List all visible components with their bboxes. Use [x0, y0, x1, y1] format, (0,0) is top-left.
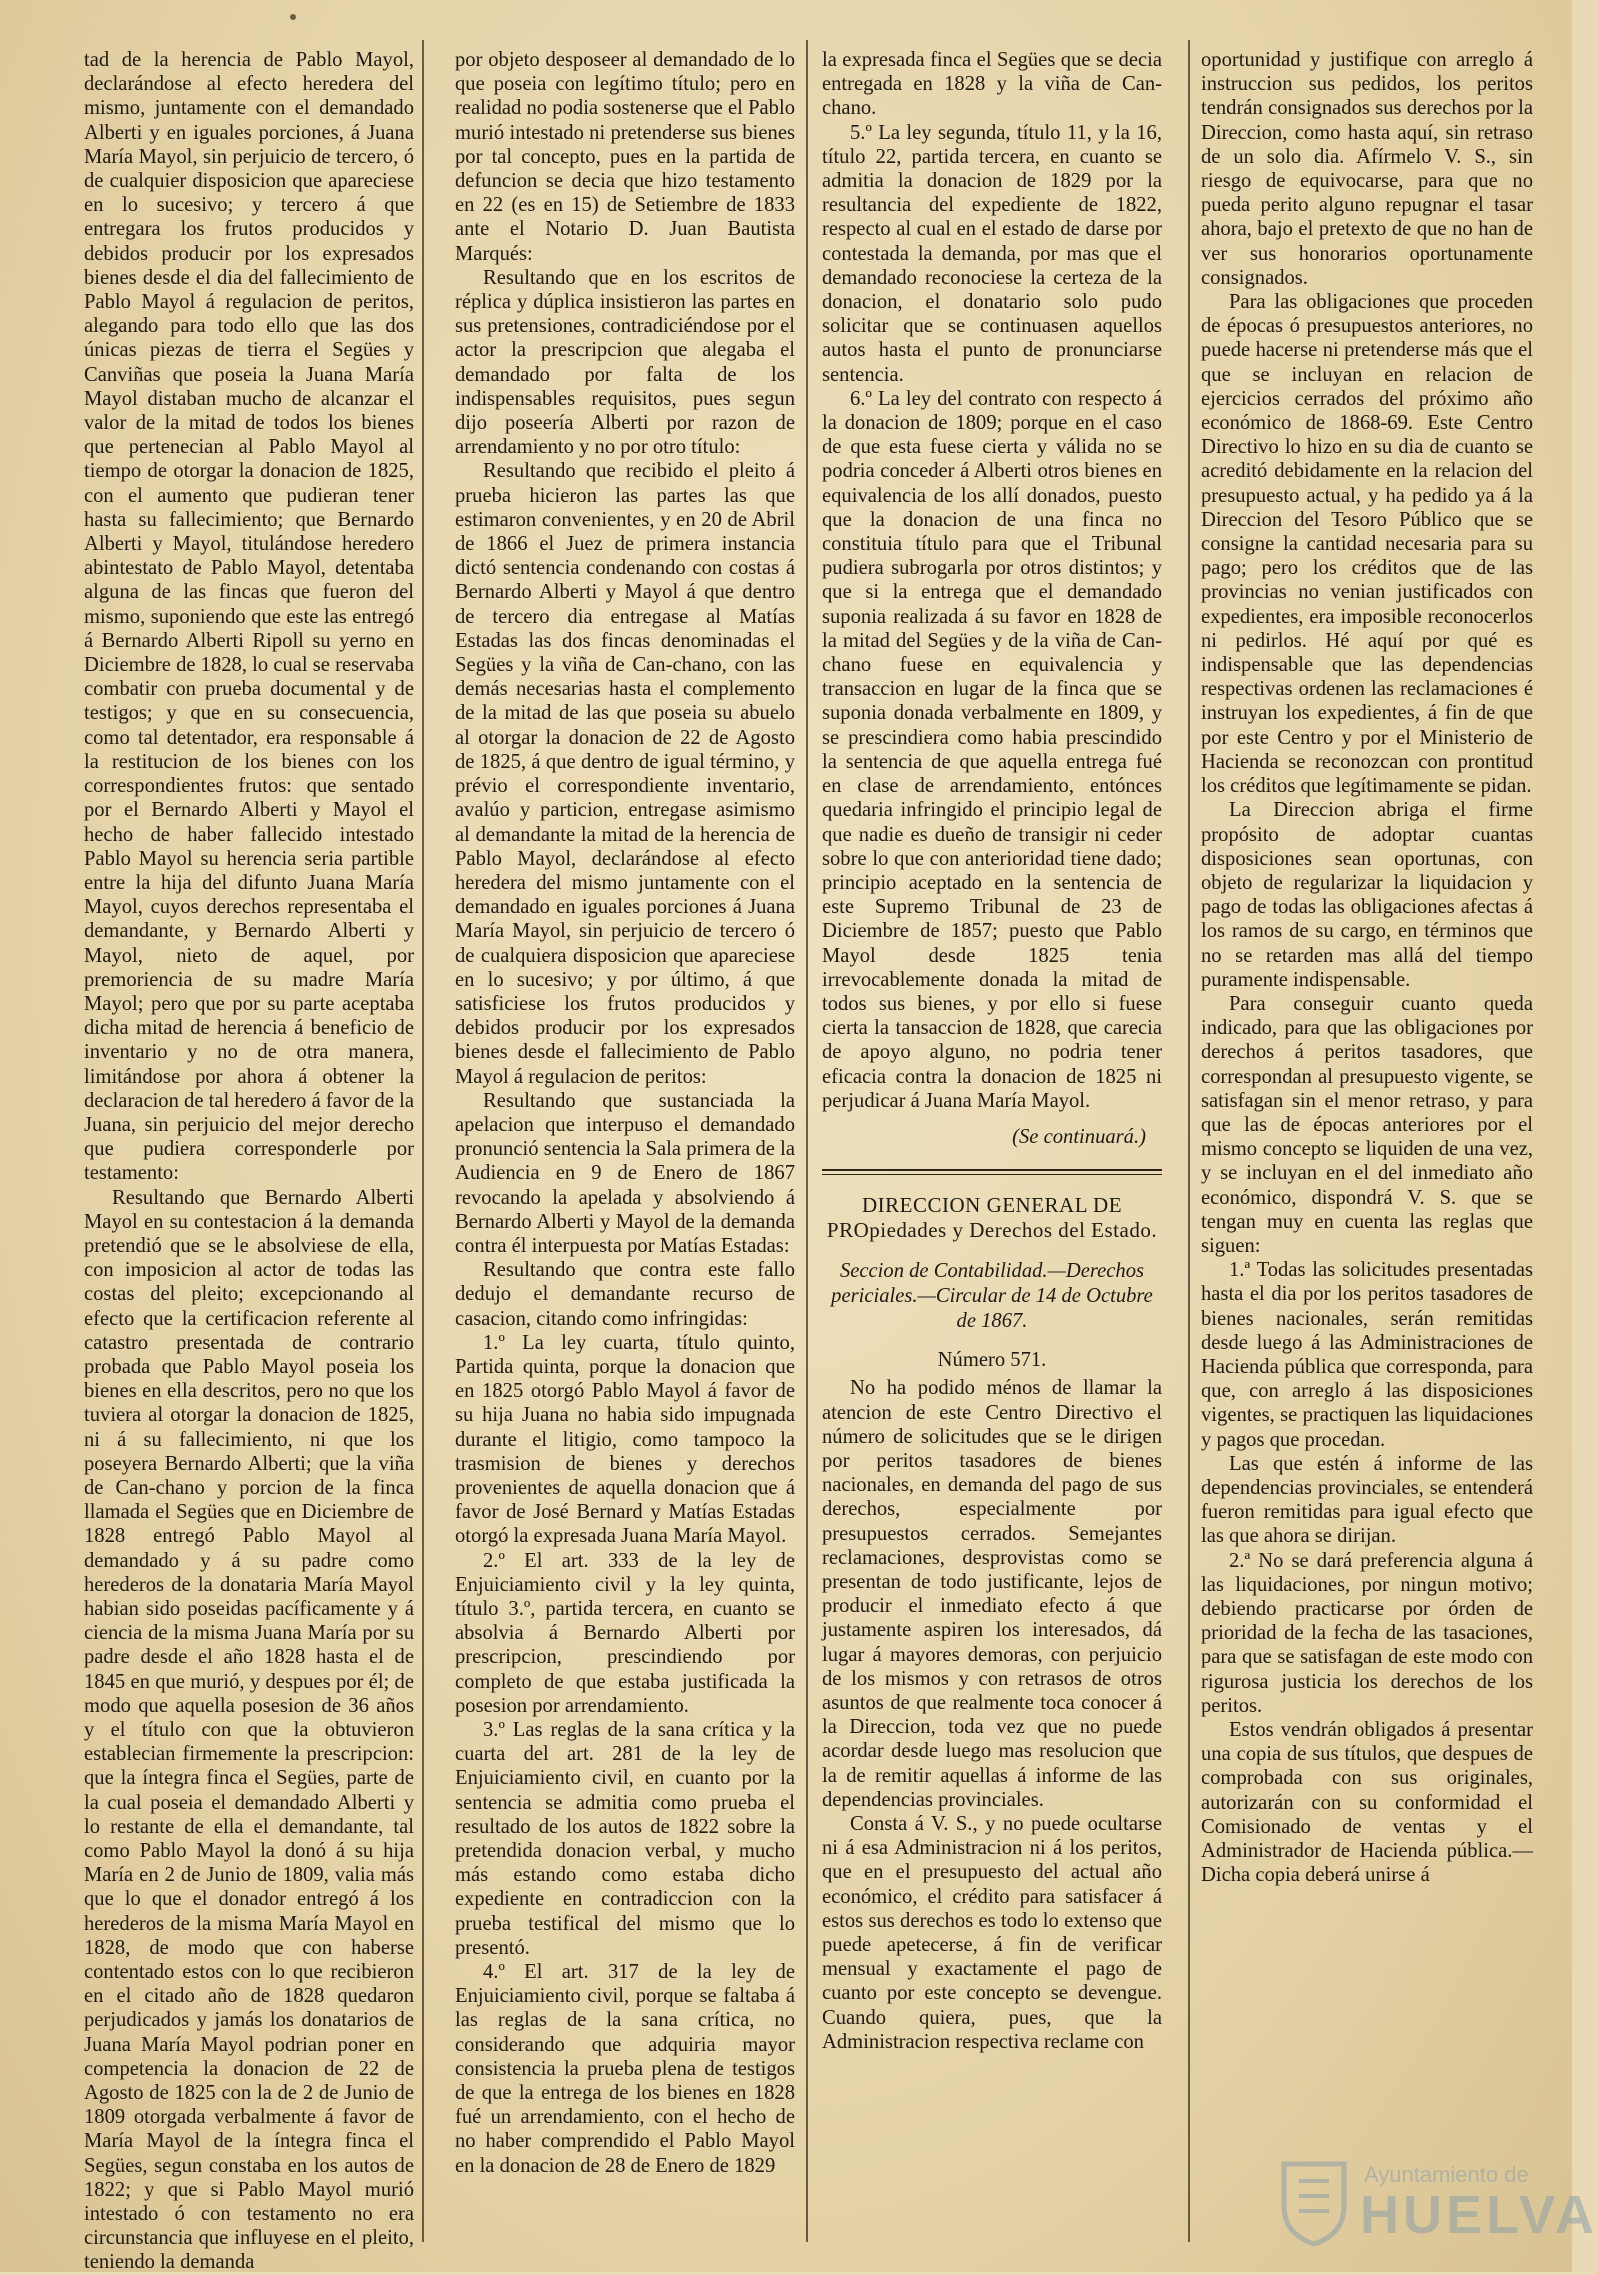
paragraph: Resultando que contra este fallo dedujo el demandante recurso de casacion, citando como infringidas:: [455, 1259, 795, 1330]
paragraph: por objeto desposeer al demandado de lo que poseia con legítimo título; pero en realidad no podia sostenerse que el Pablo murió intestado ni pretenderse sus bienes por tal concepto, pues en la partida de defuncion se decia que hizo testamento en 22 (es en 15) de Setiembre de 1833 ante el Notario D. Juan Bautista Marqués:: [455, 49, 795, 265]
continuation-note: (Se continuará.): [1012, 1125, 1146, 1148]
paragraph: Resultando que Bernardo Alberti Mayol en su contestacion á la demanda pretendió que se le absolviese de ella, con imposicion al actor de todas las costas del pleito; excepcionando al efecto que la certificacion referente al catastro presentada de contrario probada que Pablo Mayol poseia los bienes en ella descritos, pero no que los tuviera al otorgar la donacion de 1825, ni á su fallecimiento, ni que los poseyera Bernardo Alberti; que la viña de Can-chano y porcion de la finca llamada el Segües que en Diciembre de 1828 entregó Pablo Mayol al demandado y á su padre como herederos de la donataria María Mayol habian sido poseidas pacíficamente y á ciencia de la misma Juana María por su padre desde el año 1828 hasta el de 1845 en que murió, y despues por él; de modo que aquella posesion de 36 años y el título con que la obtuvieron establecian firmemente la prescripcion: que la íntegra finca el Segües, parte de la cual poseia el demandado Alberti y lo restante de ella el demandante, tal como Pablo Mayol la donó á su hija María en 2 de Junio de 1809, valia más que lo que el donador entregó á los herederos de la misma María Mayol en 1828, de modo que con haberse contentado estos con lo que recibieron en el citado año de 1828 quedaron perjudicados y jamás los donatarios de Juana María Mayol podrian poner en competencia la donacion de 22 de Agosto de 1825 con la de 2 de Junio de 1809 otorgada verbalmente á favor de María Mayol de la íntegra finca el Segües, segun constaba en los autos de 1822; y que si Pablo Mayol murió intestado ó con testamento no era circunstancia que influyese en el pleito, teniendo la demanda: [84, 1186, 414, 2274]
text-column-2: [455, 48, 795, 2238]
section-heading: DIRECCION GENERAL DE PROpiedades y Derechos del Estado.: [826, 1193, 1158, 1243]
paragraph: Para conseguir cuanto queda indicado, para que las obligaciones por derechos á peritos tasadores, que correspondan al presupuesto vigente, se satisfagan sin el menor retraso, y para que las de épocas anteriores por el mismo concepto se liquiden de una vez, y se incluyan en el del inmediato año económico, dispondrá V. S. que se tengan muy en cuenta las reglas que siguen:: [1201, 992, 1533, 1257]
column-rule: [806, 40, 808, 2242]
paragraph: 2.º El art. 333 de la ley de Enjuiciamiento civil y la ley quinta, título 3.º, partida tercera, en cuanto se absolvia á Bernardo Alberti por prescripcion, prescindiendo por completo de que estaba justificada la posesion por arrendamiento.: [455, 1549, 795, 1717]
paragraph: 3.º Las reglas de la sana crítica y la cuarta del art. 281 de la ley de Enjuiciamiento civil, en cuanto por la sentencia se admitia como prueba el resultado de los autos de 1822 sobre la pretendida donacion verbal, y mucho más estando como estaba dicho expediente en contradiccion con la prueba testifical del mismo que lo presentó.: [455, 1719, 795, 1959]
paragraph: Estos vendrán obligados á presentar una copia de sus títulos, que despues de comprobada con sus originales, autorizarán con su conformidad el Comisionado de ventas y el Administrador de Hacienda pública.—Dicha copia deberá unirse á: [1201, 1719, 1533, 1887]
paragraph: 1.ª Todas las solicitudes presentadas hasta el dia por los peritos tasadores de bienes nacionales, serán remitidas desde luego á las Administraciones de Hacienda pública que corresponda, para que, con arreglo á las disposiciones vigentes, se practiquen las liquidaciones y pagos que procedan.: [1201, 1259, 1533, 1451]
column-rule: [422, 40, 424, 2242]
watermark-line2: HUELVA: [1360, 2185, 1598, 2245]
text-column-4: [1201, 48, 1533, 2238]
section-subheading: Seccion de Contabilidad.—Derechos periciales.—Circular de 14 de Octubre de 1867.: [831, 1260, 1153, 1333]
paragraph: Para las obligaciones que proceden de épocas ó presupuestos anteriores, no puede hacerse ni pretenderse más que el que se incluyan en relacion de ejercicios cerrados del próximo año económico de 1868-69. Este Centro Directivo lo hizo en su dia de cuanto se acreditó debidamente en la relacion del presupuesto actual, y ha pedido ya á la Direccion del Tesoro Público que se consigne la cantidad necesaria para su pago; pero los créditos que de las provincias no venian justificados con expedientes, era imposible reconocerlos ni pedirlos. Hé aquí por qué es indispensable que las dependencias respectivas ordenen las reclamaciones é instruyan los expedientes, á fin de que por este Centro y por el Ministerio de Hacienda se reconozcan con prontitud los créditos que legítimamente se pidan.: [1201, 291, 1533, 798]
paragraph: Consta á V. S., y no puede ocultarse ni á esa Administracion ni á los peritos, que en el presupuesto del actual año económico, el crédito para satisfacer á estos sus derechos es todo lo extenso que puede apetecerse, á fin de verificar mensual y exactamente el pago de cuanto por este concepto se devengue. Cuando quiera, pues, que la Administracion respectiva reclame con: [822, 1813, 1162, 2053]
paragraph: 2.ª No se dará preferencia alguna á las liquidaciones, por ningun motivo; debiendo practicarse por órden de prioridad de la fecha de las tasaciones, para que se satisfagan de este modo con rigurosa justicia los derechos de los peritos.: [1201, 1549, 1533, 1717]
ink-spot: [290, 14, 296, 20]
paragraph: La Direccion abriga el firme propósito de adoptar cuantas disposiciones sean oportunas, con objeto de regularizar la liquidacion y pago de todas las obligaciones afectas á los ramos de su cargo, en términos que no se retarden mas allá del tiempo puramente indispensable.: [1201, 799, 1533, 991]
crest-icon: [1274, 2156, 1354, 2246]
paragraph: la expresada finca el Segües que se decia entregada en 1828 y la viña de Can-chano.: [822, 49, 1162, 120]
paragraph: No ha podido ménos de llamar la atencion de este Centro Directivo el número de solicitudes que se le dirigen por peritos tasadores de bienes nacionales, en demanda del pago de sus derechos, especialmente por presupuestos cerrados. Semejantes reclamaciones, desprovistas como se presentan de todo justificante, lejos de producir el inmediato efecto á que justamente aspiren los interesados, dá lugar á mayores demoras, con perjuicio de los mismos y con retrasos de otros asuntos de que realmente toca conocer á la Direccion, toda vez que no puede acordar desde luego mas resolucion que la de remitir aquellas á informe de las dependencias provinciales.: [822, 1377, 1162, 1811]
paragraph: tad de la herencia de Pablo Mayol, declarándose al efecto heredera del mismo, juntamente con el demandado Alberti y en iguales porciones, á Juana María Mayol, sin perjuicio de tercero, ó de cualquier disposicion que apareciese en lo sucesivo; y tercero á que entregara los frutos producidos y debidos producir por los expresados bienes desde el dia del fallecimiento de Pablo Mayol á regulacion de peritos, alegando para todo ello que las dos únicas piezas de tierra el Segües y Canviñas que poseia la Juana María Mayol distaban mucho de alcanzar el valor de la mitad de todos los bienes que pertenecian al Pablo Mayol al tiempo de otorgar la donacion de 1825, con el aumento que pudieran tener hasta su fallecimiento; que Bernardo Alberti y Mayol, titulándose heredero abintestato de Pablo Mayol, detentaba alguna de las fincas que fueron del mismo, suponiendo que este las entregó á Bernardo Alberti Ripoll su yerno en Diciembre de 1828, lo cual se reservaba combatir con prueba documental y de testigos; y que en su consecuencia, como tal detentador, era responsable á la restitucion de los bienes con los correspondientes frutos: que sentado por el Bernardo Alberti y Mayol el hecho de haber fallecido intestado Pablo Mayol su herencia seria partible entre la hija del difunto Juana María Mayol, cuyos derechos representaba el demandante, y Bernardo Alberti y Mayol, nieto de aquel, por premoriencia de su madre María Mayol; pero que por su parte aceptaba dicha mitad de herencia á beneficio de inventario y no de otra manera, limitándose por ahora á obtener la declaracion de tal heredero á favor de la Juana, sin perjuicio del mejor derecho que pudiera corresponderle por testamento:: [84, 49, 414, 1185]
paragraph: 5.º La ley segunda, título 11, y la 16, título 22, partida tercera, en cuanto se admitia la donacion de 1829 por la resultancia del expediente de 1822, respecto al cual en el estado de darse por contestada la demanda, por mas que el demandado reconociese la certeza de la donacion, el donatario solo pudo solicitar que se continuasen aquellos autos hasta el punto de pronunciarse sentencia.: [822, 121, 1162, 386]
circular-number: Número 571.: [937, 1349, 1047, 1372]
column-rule: [1188, 40, 1190, 2242]
text-column-1: [84, 48, 414, 2274]
section-divider: [822, 1169, 1162, 1175]
paragraph: 1.º La ley cuarta, título quinto, Partida quinta, porque la donacion que en 1825 otorgó Pablo Mayol á favor de su hija Juana no habia sido impugnada durante el litigio, como tampoco la trasmision de bienes y derechos provenientes de aquella donacion que á favor de José Bernard y Matías Estadas otorgó la expresada Juana María Mayol.: [455, 1331, 795, 1548]
paragraph: Las que estén á informe de las dependencias provinciales, se entenderá fueron remitidas para igual efecto que las que ahora se dirijan.: [1201, 1452, 1533, 1548]
watermark-logo: [1274, 2150, 1598, 2250]
paragraph: 4.º El art. 317 de la ley de Enjuiciamiento civil, porque se faltaba á las reglas de la sana crítica, no considerando que adquiria mayor consistencia la prueba plena de testigos de que la entrega de los bienes en 1828 fué un arrendamiento, con el hecho de no haber comprendido el Pablo Mayol en la donacion de 28 de Enero de 1829: [455, 1961, 795, 2177]
paragraph: Resultando que sustanciada la apelacion que interpuso el demandado pronunció sentencia la Sala primera de la Audiencia en 9 de Enero de 1867 revocando la apelada y absolviendo á Bernardo Alberti y Mayol de la demanda contra él interpuesta por Matías Estadas:: [455, 1089, 795, 1257]
paragraph: 6.º La ley del contrato con respecto á la donacion de 1809; porque en el caso de que esta fuese cierta y válida no se podria conceder á Alberti otros bienes en equivalencia de los allí donados, puesto que la donacion de una finca no constituia título para que el Tribunal pudiera subrogarla por otros distintos; y que si la entrega que el demandado suponia realizada á su favor en 1828 de la mitad del Segües y de la viña de Can-chano fuese en equivalencia y transaccion en lugar de la finca que se suponia donada verbalmente en 1809, y se prescindiera como habia prescindido la sentencia de que aquella entrega fué en clase de arrendamiento, entónces quedaria infringido el principio legal de que nadie es dueño de transigir ni ceder sobre lo que con anterioridad tiene dado; principio aceptado en la sentencia de este Supremo Tribunal de 23 de Diciembre de 1857; puesto que Pablo Mayol desde 1825 tenia irrevocablemente donada la mitad de todos sus bienes, y por ello si fuese cierta la tansaccion de 1828, que carecia de apoyo alguno, no podria tener eficacia contra la donacion de 1825 ni perjudicar á Juana María Mayol.: [822, 387, 1162, 1112]
watermark-line1: Ayuntamiento de: [1364, 2162, 1529, 2187]
paragraph: Resultando que recibido el pleito á prueba hicieron las partes las que estimaron convenientes, y en 20 de Abril de 1866 el Juez de primera instancia dictó sentencia condenando con costas á Bernardo Alberti y Mayol á que dentro de tercero dia entregase al Matías Estadas las dos fincas denominadas el Segües y la viña de Can-chano, con las demás necesarias hasta el complemento de la mitad de las que poseia su abuelo al otorgar la donacion de 22 de Agosto de 1825, á que dentro de igual término, y prévio el correspondiente inventario, avalúo y particion, entregase asimismo al demandante la mitad de la herencia de Pablo Mayol, declarándose al efecto heredera del mismo juntamente con el demandado en iguales porciones á Juana María Mayol, sin perjuicio de tercero ó de cualquiera disposicion que apareciese en lo sucesivo; y por último, á que satisficiese los frutos producidos y debidos producir por los expresados bienes desde el fallecimiento de Pablo Mayol á regulacion de peritos:: [455, 460, 795, 1088]
text-column-3: [822, 48, 1162, 2238]
paragraph: oportunidad y justifique con arreglo á instruccion sus pedidos, los peritos tendrán consignados sus derechos por la Direccion, como hasta aquí, sin retraso de un solo dia. Afírmelo V. S., sin riesgo de equivocarse, para que no pueda perito alguno repugnar el tasar ahora, bajo el pretexto de que no han de ver sus honorarios oportunamente consignados.: [1201, 49, 1533, 289]
paragraph: Resultando que en los escritos de réplica y dúplica insistieron las partes en sus pretensiones, contradiciéndose por el actor la prescripcion que alegaba el demandado por falta de los indispensables requisitos, pues segun dijo poseería Alberti por razon de arrendamiento y no por otro título:: [455, 266, 795, 459]
